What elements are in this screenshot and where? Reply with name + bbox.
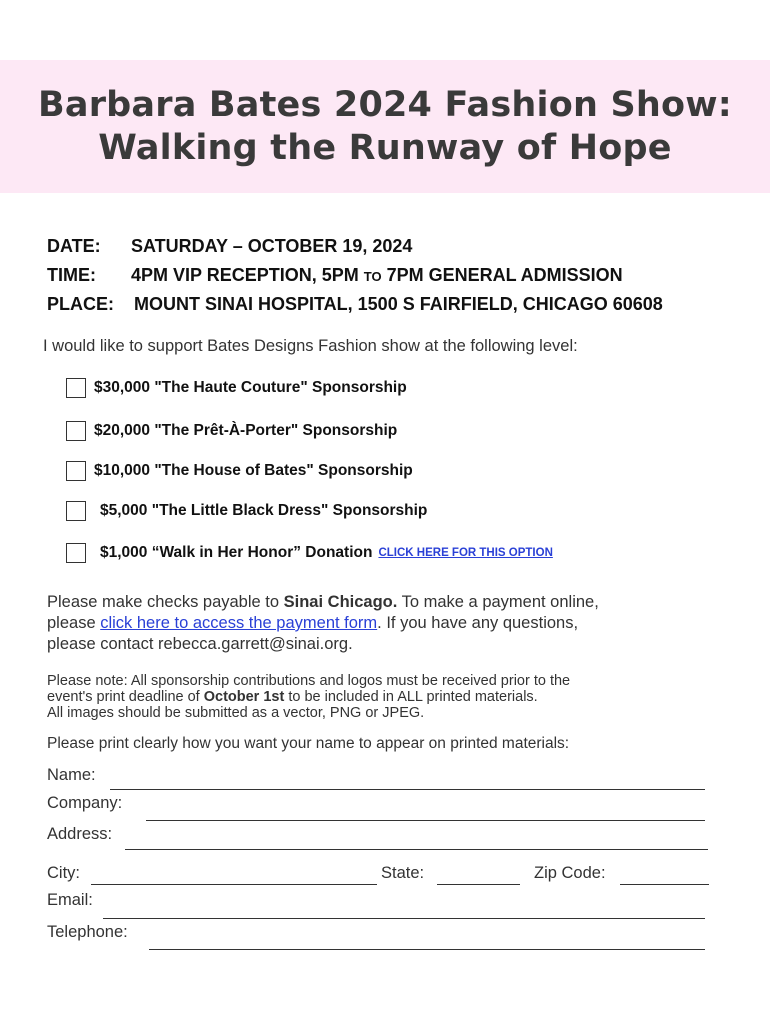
support-intro: I would like to support Bates Designs Fashion show at the following level: [43, 337, 578, 355]
city-field[interactable] [91, 884, 377, 885]
name-label: Name: [47, 766, 96, 784]
time-value-part2: 7PM GENERAL ADMISSION [381, 265, 623, 285]
place-row [47, 291, 663, 320]
address-label: Address: [47, 825, 113, 843]
telephone-label: Telephone: [47, 923, 128, 941]
checkbox-walk-in-her-honor[interactable] [66, 543, 86, 563]
option-label: $5,000 "The Little Black Dress" Sponsorship [100, 502, 428, 519]
payee-name: Sinai Chicago. [283, 593, 398, 611]
payment-line-2 [47, 613, 599, 634]
company-field[interactable] [146, 820, 705, 821]
note-line-1: Please note: All sponsorship contributions and logos must be received prior to the [47, 673, 571, 689]
payment-form-link[interactable]: click here to access the payment form [100, 614, 378, 632]
title-banner [0, 60, 770, 193]
note-line-2 [47, 689, 570, 705]
event-details [47, 233, 663, 320]
state-label: State: [381, 864, 425, 882]
page-title [0, 60, 770, 170]
note-line-3: All images should be submitted as a vector, PNG or JPEG. [47, 705, 425, 721]
address-field[interactable] [125, 849, 708, 850]
option-label: $30,000 "The Haute Couture" Sponsorship [94, 379, 407, 396]
option-label: $10,000 "The House of Bates" Sponsorship [94, 462, 413, 479]
date-label: DATE: [47, 236, 101, 256]
place-value: MOUNT SINAI HOSPITAL, 1500 S FAIRFIELD, CHICAGO 60608 [134, 294, 663, 314]
payment-text: To make a payment online, [397, 593, 599, 611]
date-row [47, 233, 663, 262]
checkbox-house-of-bates[interactable] [66, 461, 86, 481]
print-deadline: October 1st [203, 689, 285, 705]
email-label: Email: [47, 891, 93, 909]
date-value: SATURDAY – OCTOBER 19, 2024 [131, 236, 413, 256]
payment-text: Please make checks payable to [47, 593, 284, 611]
title-line-2: Walking the Runway of Hope [98, 128, 672, 168]
zip-code-field[interactable] [620, 884, 709, 885]
title-line-1: Barbara Bates 2024 Fashion Show: [38, 85, 732, 125]
checkbox-haute-couture[interactable] [66, 378, 86, 398]
city-label: City: [47, 864, 80, 882]
time-label: TIME: [47, 265, 96, 285]
sponsorship-note [47, 673, 570, 721]
option-haute-couture [66, 376, 407, 400]
place-label: PLACE: [47, 294, 114, 314]
note-text: to be included in ALL printed materials. [284, 689, 538, 705]
option-label: $1,000 “Walk in Her Honor” Donation [100, 544, 373, 561]
payment-line-1 [47, 592, 599, 613]
payment-text: please [47, 614, 101, 632]
time-to: TO [363, 269, 382, 284]
zip-code-label: Zip Code: [534, 864, 606, 882]
name-field[interactable] [110, 789, 705, 790]
state-field[interactable] [437, 884, 520, 885]
print-instruction: Please print clearly how you want your name to appear on printed materials: [47, 735, 570, 752]
option-house-of-bates [66, 459, 413, 483]
checkbox-little-black-dress[interactable] [66, 501, 86, 521]
company-label: Company: [47, 794, 123, 812]
payment-text: . If you have any questions, [377, 614, 579, 632]
note-text: event's print deadline of [47, 689, 204, 705]
time-value-part1: 4PM VIP RECEPTION, 5PM [131, 265, 364, 285]
option-label: $20,000 "The Prêt-À-Porter" Sponsorship [94, 422, 398, 439]
donation-option-link[interactable]: CLICK HERE FOR THIS OPTION [378, 547, 553, 559]
checkbox-pret-a-porter[interactable] [66, 421, 86, 441]
time-row [47, 262, 663, 291]
payment-line-3: please contact rebecca.garrett@sinai.org. [47, 635, 353, 653]
email-field[interactable] [103, 918, 705, 919]
option-walk-in-her-honor [66, 541, 553, 565]
payment-paragraph [47, 592, 599, 655]
option-pret-a-porter [66, 419, 397, 443]
telephone-field[interactable] [149, 949, 705, 950]
option-little-black-dress [66, 499, 427, 523]
